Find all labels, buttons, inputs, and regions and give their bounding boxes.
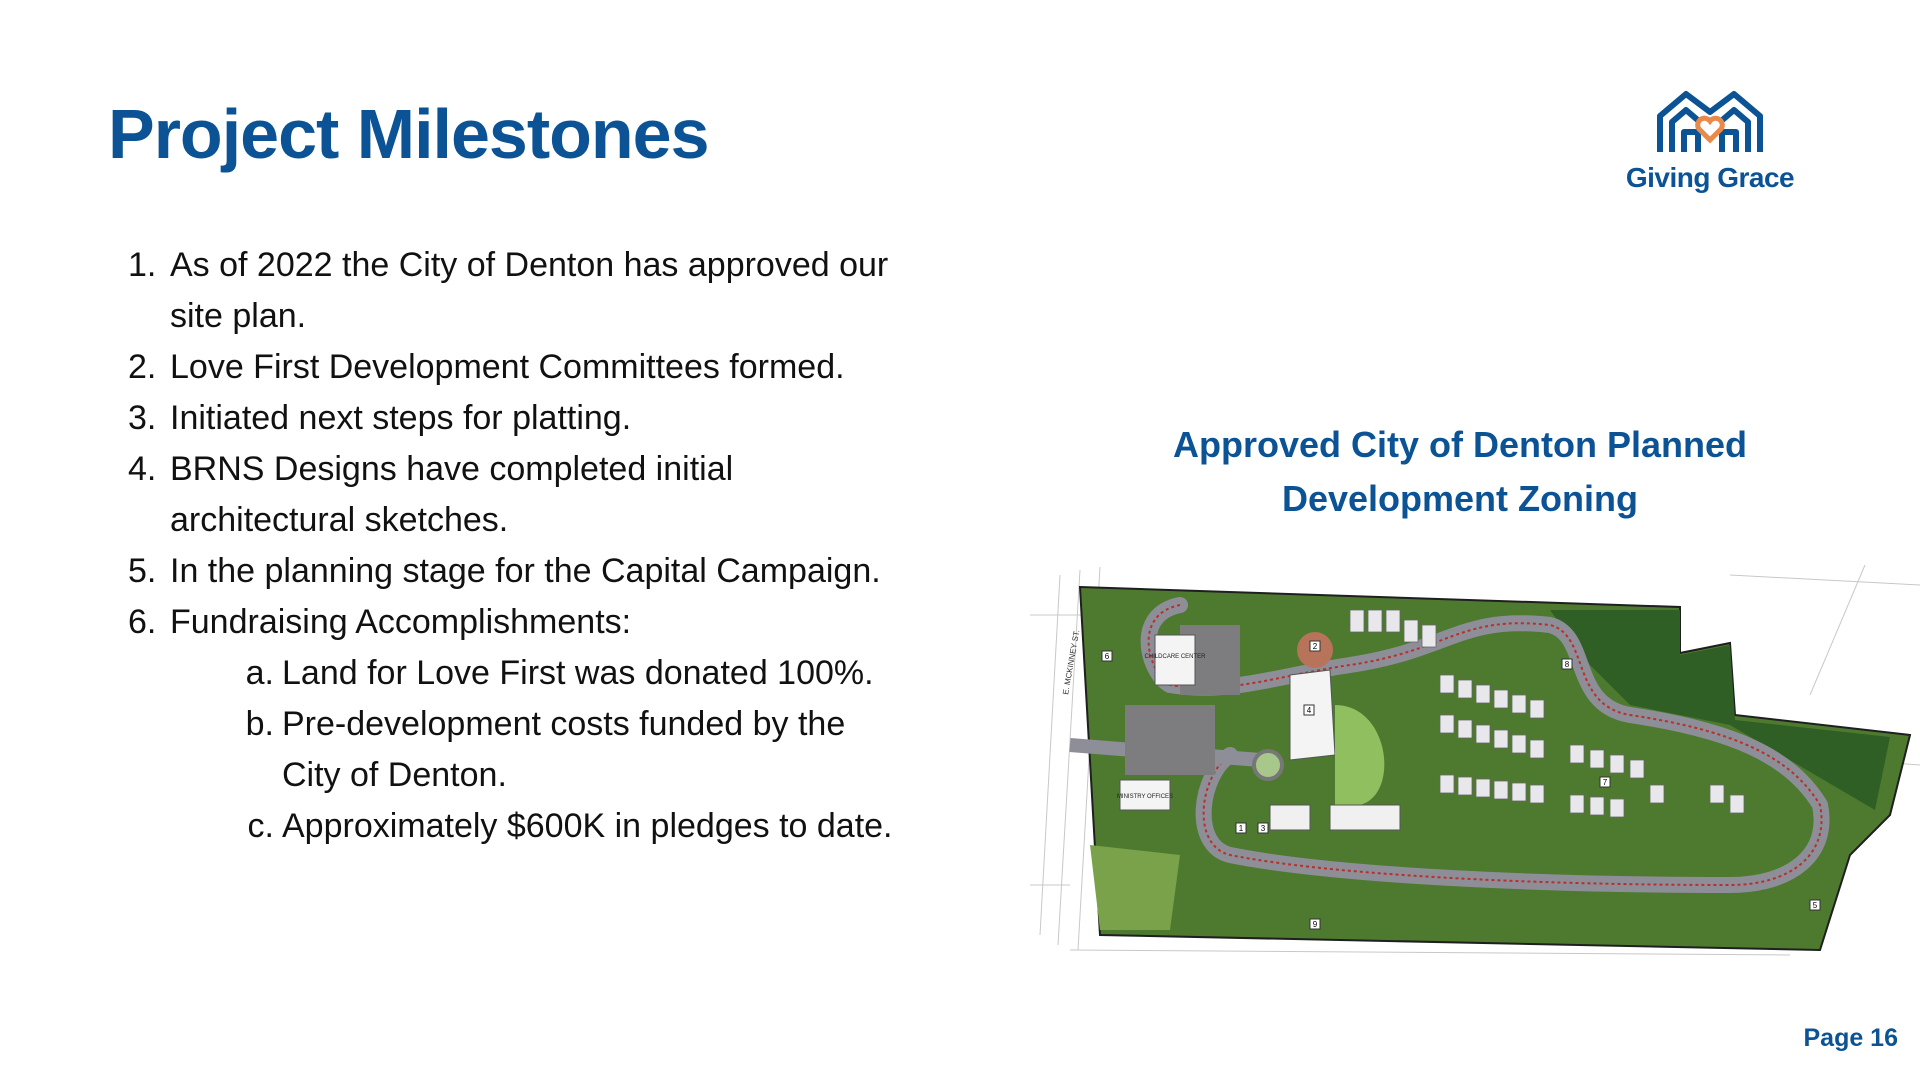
ministry-label: MINISTRY OFFICES [1116,794,1174,800]
fundraising-sublist [170,648,908,852]
item-number: 3. [128,399,157,437]
caption-line: Development Zoning [1281,478,1638,519]
item-text: Love First Development Committees formed. [170,348,845,386]
giving-grace-logo [1606,86,1814,198]
svg-text:7: 7 [1602,778,1608,787]
list-item [128,546,908,597]
item-letter: b. [245,705,274,743]
svg-text:3: 3 [1260,824,1266,833]
list-item [128,444,908,546]
parking-lot [1125,705,1215,775]
list-item [128,342,908,393]
site-plan-image [1030,555,1920,965]
item-text: Pre-development costs funded by the City of Denton. [282,705,846,794]
item-number: 2. [128,348,157,386]
childcare-building [1155,635,1195,685]
lawn-area [1090,845,1180,930]
item-text: Land for Love First was donated 100%. [282,654,874,692]
svg-text:6: 6 [1104,652,1110,661]
svg-text:5: 5 [1812,901,1818,910]
item-text: As of 2022 the City of Denton has approved our site plan. [170,246,889,335]
sublist-item [240,699,908,801]
item-text: Initiated next steps for platting. [170,399,632,437]
page-title: Project Milestones [108,95,709,173]
milestones-list [128,240,908,852]
svg-text:2: 2 [1312,642,1318,651]
item-text: Fundraising Accomplishments: [170,603,632,641]
list-item [128,240,908,342]
site-plan-caption [1160,418,1760,526]
house-heart-icon [1654,86,1766,158]
item-text: Approximately $600K in pledges to date. [282,807,893,845]
item-text: BRNS Designs have completed initial architectural sketches. [170,450,734,539]
sublist-item [240,648,908,699]
item-number: 6. [128,603,157,641]
item-letter: c. [247,807,274,845]
logo-wordmark: Giving Grace [1625,162,1795,193]
svg-text:8: 8 [1564,660,1570,669]
item-number: 4. [128,450,157,488]
street-label: E. MCKINNEY ST. [1061,629,1082,696]
item-number: 5. [128,552,157,590]
list-item [128,393,908,444]
roundabout [1254,751,1282,779]
caption-line: Approved City of Denton Planned [1172,424,1747,465]
page-number: Page 16 [1803,1024,1898,1052]
childcare-label: CHILDCARE CENTER [1144,654,1206,660]
list-item [128,597,908,852]
building-block [1270,805,1310,830]
svg-text:4: 4 [1306,706,1312,715]
item-text: In the planning stage for the Capital Campaign. [170,552,881,590]
building-block [1330,805,1400,830]
item-letter: a. [245,654,274,692]
svg-text:1: 1 [1238,824,1244,833]
svg-text:9: 9 [1312,920,1318,929]
item-number: 1. [128,246,157,284]
sublist-item [240,801,908,852]
